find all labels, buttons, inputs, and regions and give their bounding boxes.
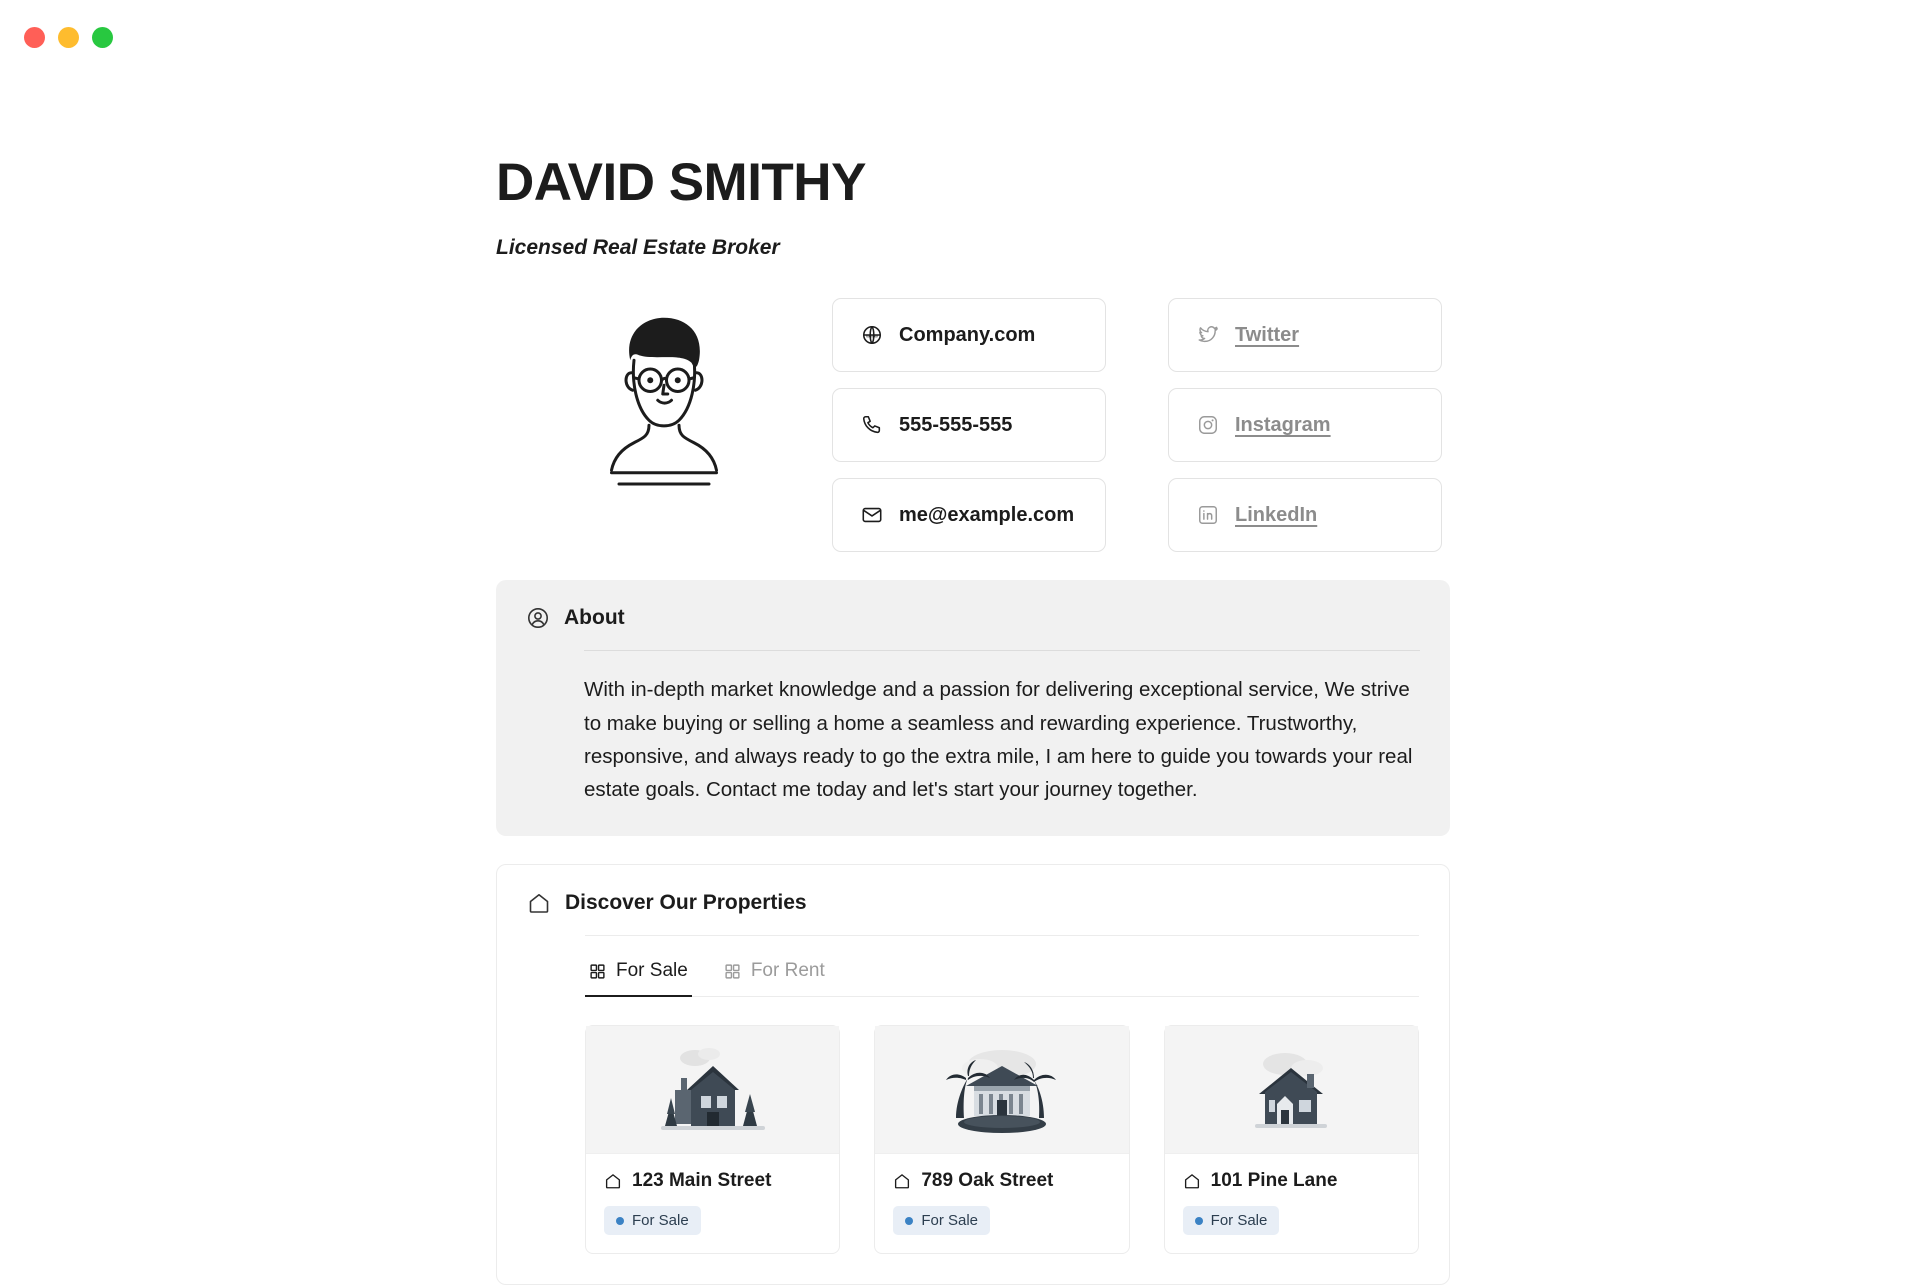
home-icon [527,891,551,915]
window-title-bar [0,0,1920,74]
property-meta [586,1154,839,1253]
instagram-icon [1197,414,1219,436]
property-thumbnail [875,1026,1128,1154]
property-address [604,1170,821,1192]
properties-title: Discover Our Properties [565,891,807,915]
home-icon [893,1172,911,1190]
contact-email-label: me@example.com [899,503,1075,526]
avatar [496,298,832,494]
status-badge-label: For Sale [921,1212,979,1230]
contact-phone[interactable] [832,388,1106,462]
property-address-label: 789 Oak Street [921,1170,1054,1192]
status-dot-icon [905,1217,913,1225]
properties-tabs [585,944,1419,997]
property-card-list [585,1025,1419,1254]
cottage-illustration-icon [1229,1038,1353,1142]
globe-www-icon [861,324,883,346]
close-button[interactable] [24,27,45,48]
tab-for-sale-label: For Sale [616,960,688,982]
properties-section [496,864,1450,1285]
status-dot-icon [616,1217,624,1225]
about-title: About [564,606,625,630]
contact-column-social [1168,298,1442,552]
about-body: With in-depth market knowledge and a passion for delivering exceptional service, We strive to make buying or selling a home a seamless and rewarding experience. Trustworthy, responsive, and always ready to go the extra mile, I am here to guide you towards your real estate goals. Contact me today and let's start your journey together. [584,678,1413,801]
twitter-icon [1197,324,1219,346]
phone-icon [861,414,883,436]
svg-text:www: www [866,333,878,340]
status-badge [893,1206,990,1235]
about-divider [584,650,1420,651]
house-pines-illustration-icon [651,1038,775,1142]
property-meta [1165,1154,1418,1253]
contact-linkedin-label: LinkedIn [1235,503,1318,526]
property-card[interactable] [874,1025,1129,1254]
contact-phone-label: 555-555-555 [899,413,1013,436]
traffic-lights [24,27,113,48]
about-section [496,580,1450,836]
status-dot-icon [1195,1217,1203,1225]
about-header [526,606,1420,630]
contact-website[interactable] [832,298,1106,372]
profile-hero [496,298,1450,552]
contact-twitter-label: Twitter [1235,323,1300,346]
beach-villa-illustration-icon [940,1038,1064,1142]
tab-for-rent-label: For Rent [750,960,825,982]
contact-website-label: Company.com [899,323,1036,346]
page-body [0,154,1920,1285]
properties-header [527,891,1419,915]
contact-instagram[interactable] [1168,388,1442,462]
contact-linkedin[interactable] [1168,478,1442,552]
property-card[interactable] [585,1025,840,1254]
linkedin-icon [1197,504,1219,526]
contact-email[interactable] [832,478,1106,552]
page-title: DAVID SMITHY [496,153,866,212]
envelope-icon [861,504,883,526]
tab-for-rent[interactable] [720,944,829,996]
tab-for-sale[interactable] [585,944,692,996]
contact-grid [832,298,1450,552]
property-thumbnail [586,1026,839,1154]
grid-icon [724,963,741,980]
contact-twitter[interactable] [1168,298,1442,372]
home-icon [1183,1172,1201,1190]
property-address [893,1170,1110,1192]
properties-divider [585,935,1419,936]
maximize-button[interactable] [92,27,113,48]
status-badge-label: For Sale [1210,1212,1268,1230]
contact-instagram-label: Instagram [1235,413,1331,436]
user-circle-icon [526,606,550,630]
property-address [1183,1170,1400,1192]
contact-column-primary [832,298,1106,552]
property-thumbnail [1165,1026,1418,1154]
home-icon [604,1172,622,1190]
avatar-illustration-icon [589,304,739,494]
property-address-label: 123 Main Street [632,1170,772,1192]
grid-icon [589,963,606,980]
minimize-button[interactable] [58,27,79,48]
profile-subtitle: Licensed Real Estate Broker [496,236,780,260]
property-card[interactable] [1164,1025,1419,1254]
status-badge-label: For Sale [632,1212,689,1230]
property-meta [875,1154,1128,1253]
status-badge [604,1206,701,1235]
status-badge [1183,1206,1280,1235]
content-column [496,154,1450,1285]
property-address-label: 101 Pine Lane [1210,1170,1338,1192]
